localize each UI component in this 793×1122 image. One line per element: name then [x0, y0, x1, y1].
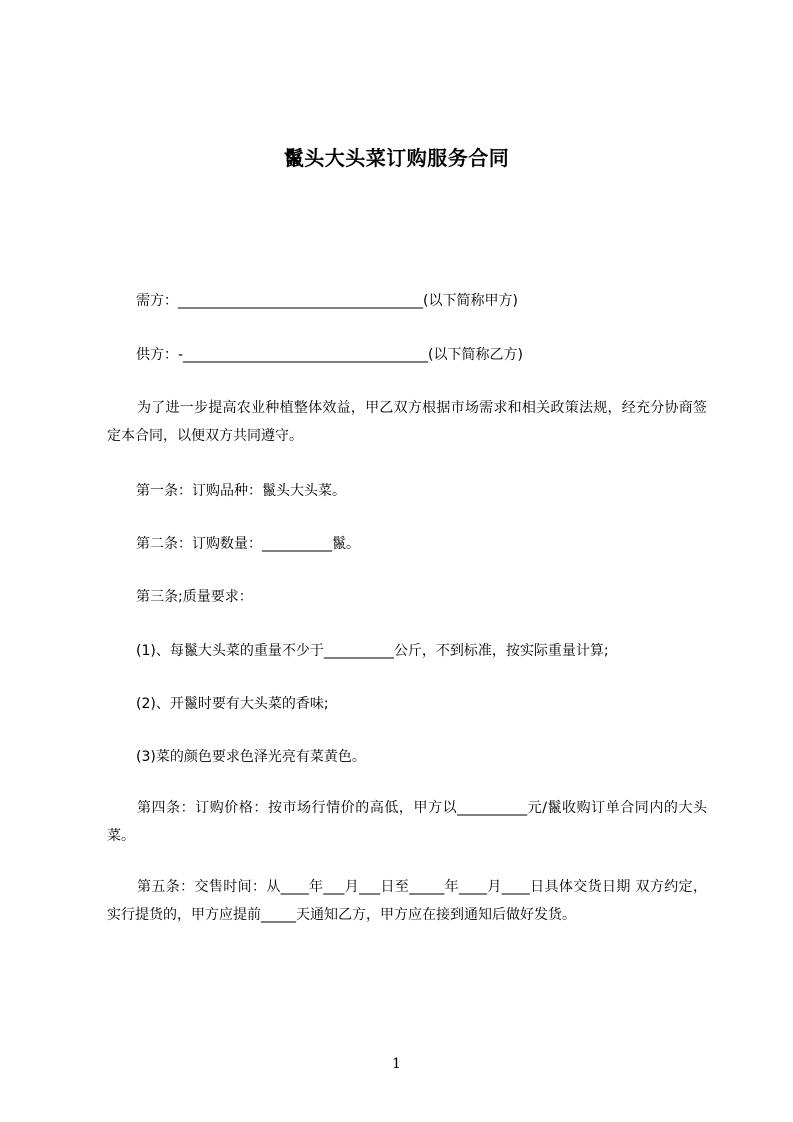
article-5: 第五条：交售时间：从____年___月___日至_____年____月____日具体交货日期 双方约定，实行提货的，甲方应提前_____天通知乙方，甲方应在接到通知后做好发货。 — [107, 879, 707, 923]
article-4: 第四条：订购价格：按市场行情价的高低，甲方以__________元/鬣收购订单合同内的大头菜。 — [107, 800, 707, 844]
page-number: 1 — [392, 1056, 401, 1072]
article-3: 第三条;质量要求： — [136, 589, 253, 605]
quality-item-1: (1)、每鬣大头菜的重量不少于__________公斤，不到标准，按实际重量计算; — [136, 643, 609, 659]
quality-item-3: (3)菜的颜色要求色泽光亮有菜黄色。 — [136, 749, 366, 765]
intro-paragraph: 为了进一步提高农业种植整体效益，甲乙双方根据市场需求和相关政策法规，经充分协商签定本合同，以便双方共同遵守。 — [107, 400, 707, 444]
supplier-line: 供方：-___________________________________(以下简称乙方) — [136, 347, 523, 363]
document-title: 鬣头大头菜订购服务合同 — [283, 146, 510, 170]
quality-item-2: (2)、开鬣时要有大头菜的香味; — [136, 696, 329, 712]
buyer-line: 需方：___________________________________(以下简称甲方) — [136, 293, 518, 309]
article-2: 第二条：订购数量：__________鬣。 — [136, 536, 360, 552]
article-1: 第一条：订购品种：鬣头大头菜。 — [136, 483, 346, 499]
